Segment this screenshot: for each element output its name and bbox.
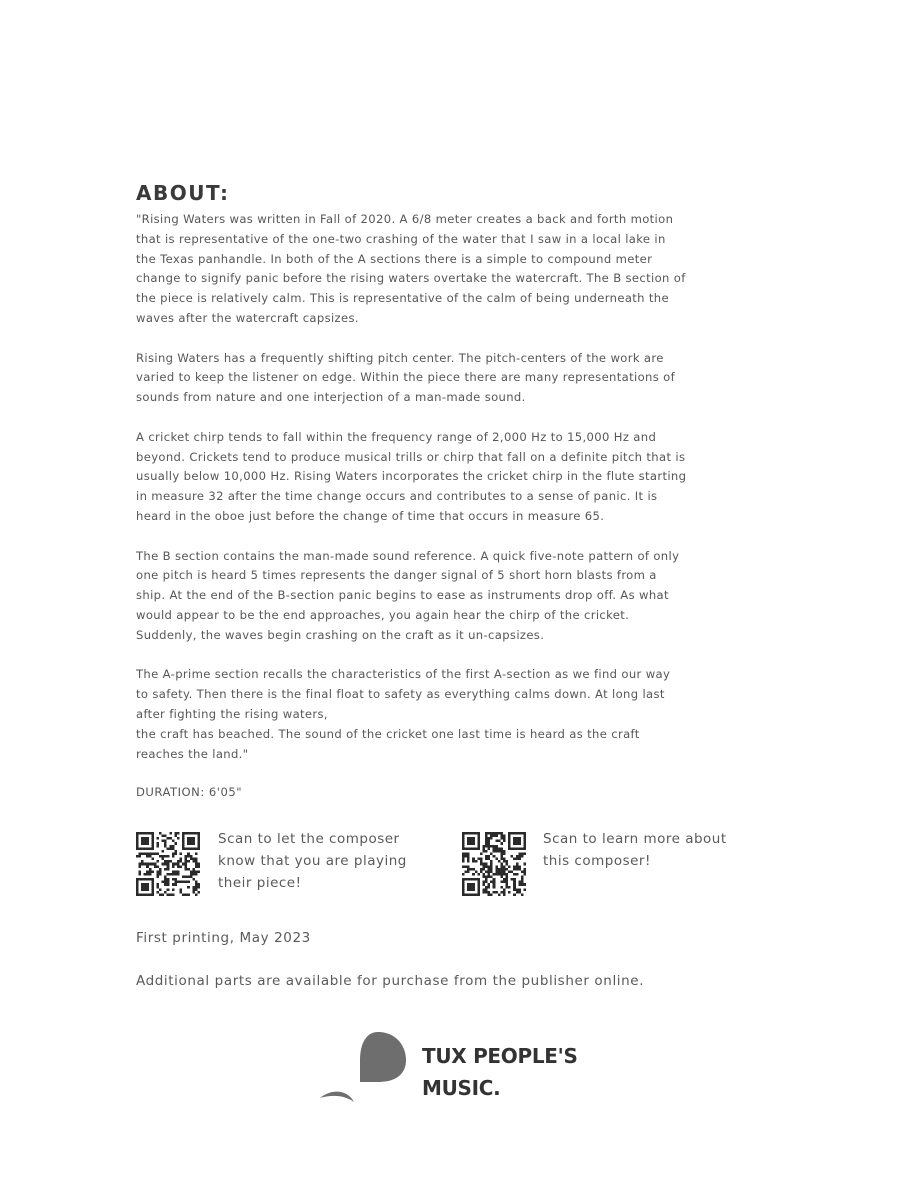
- text-line: Suddenly, the waves begin crashing on the craft as it un-capsizes.: [136, 627, 545, 642]
- publisher-name-line-1: TUX PEOPLE'S: [422, 1044, 578, 1068]
- text-line: A cricket chirp tends to fall within the frequency range of 2,000 Hz to 15,000 Hz and: [136, 429, 657, 444]
- duration-label: DURATION: 6'05": [136, 785, 243, 799]
- text-line: their piece!: [218, 875, 302, 891]
- text-line: that is representative of the one-two crashing of the water that I saw in a local lake in: [136, 231, 666, 246]
- about-body: [136, 210, 776, 784]
- about-paragraph-3: [136, 428, 776, 527]
- text-line: "Rising Waters was written in Fall of 2020. A 6/8 meter creates a back and forth motion: [136, 212, 674, 226]
- qr-caption-composer-info: [543, 828, 727, 872]
- about-paragraph-1: [136, 210, 776, 329]
- text-line: change to signify panic before the rising waters overtake the watercraft. The B section of: [136, 271, 686, 286]
- text-line: usually below 10,000 Hz. Rising Waters incorporates the cricket chirp in the flute starting: [136, 469, 687, 484]
- text-line: know that you are playing: [218, 853, 407, 869]
- qr-code-icon[interactable]: [462, 832, 526, 896]
- text-line: The A-prime section recalls the characteristics of the first A-section as we find our way: [136, 667, 671, 682]
- about-heading: ABOUT:: [136, 181, 230, 205]
- text-line: the piece is relatively calm. This is representative of the calm of being underneath the: [136, 291, 669, 306]
- text-line: Scan to let the composer: [218, 831, 400, 847]
- text-line: this composer!: [543, 853, 651, 869]
- about-paragraph-4: [136, 547, 776, 646]
- text-line: Scan to learn more about: [543, 831, 727, 847]
- text-line: the Texas panhandle. In both of the A sections there is a simple to compound meter: [136, 251, 653, 266]
- text-line: waves after the watercraft capsizes.: [136, 310, 359, 325]
- speech-bubble-logo-icon: [318, 1030, 414, 1110]
- text-line: Rising Waters has a frequently shifting pitch center. The pitch-centers of the work are: [136, 350, 664, 365]
- qr-caption-composer-contact: [218, 828, 407, 894]
- text-line: to safety. Then there is the final float to safety as everything calms down. At long last: [136, 687, 665, 702]
- text-line: beyond. Crickets tend to produce musical trills or chirp that fall on a definite pitch that is: [136, 449, 686, 464]
- logo-bubble: [360, 1032, 406, 1082]
- about-paragraph-5: [136, 665, 776, 764]
- text-line: after fighting the rising waters,: [136, 706, 328, 721]
- additional-parts-note: Additional parts are available for purchase from the publisher online.: [136, 973, 645, 989]
- text-line: one pitch is heard 5 times represents the danger signal of 5 short horn blasts from a: [136, 568, 657, 583]
- text-line: reaches the land.": [136, 746, 249, 761]
- text-line: ship. At the end of the B-section panic begins to ease as instruments drop off. As what: [136, 588, 669, 603]
- text-line: would appear to be the end approaches, you again hear the chirp of the cricket.: [136, 607, 630, 622]
- text-line: The B section contains the man-made sound reference. A quick five-note pattern of only: [136, 548, 680, 563]
- text-line: heard in the oboe just before the change of time that occurs in measure 65.: [136, 508, 605, 523]
- qr-code-icon[interactable]: [136, 832, 200, 896]
- text-line: varied to keep the listener on edge. Within the piece there are many representations of: [136, 370, 676, 385]
- publisher-name: [422, 1040, 578, 1104]
- logo-tail: [320, 1092, 354, 1102]
- about-paragraph-2: [136, 349, 776, 408]
- text-line: sounds from nature and one interjection of a man-made sound.: [136, 390, 526, 405]
- text-line: in measure 32 after the time change occurs and contributes to a sense of panic. It is: [136, 489, 658, 504]
- publisher-name-line-2: MUSIC.: [422, 1076, 501, 1100]
- text-line: the craft has beached. The sound of the cricket one last time is heard as the craft: [136, 726, 640, 741]
- printing-date: First printing, May 2023: [136, 930, 311, 946]
